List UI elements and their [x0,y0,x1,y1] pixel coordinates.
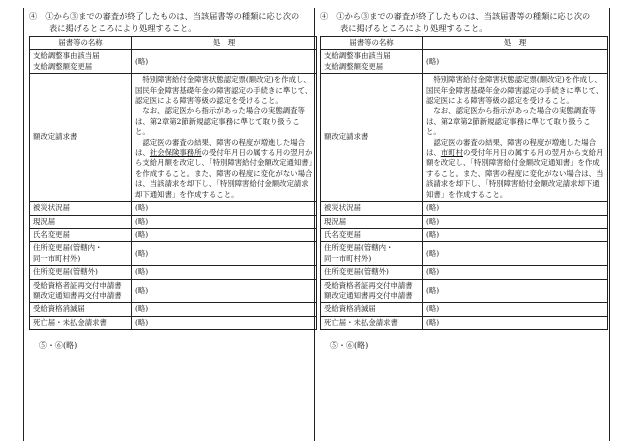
processing-cell [132,279,317,303]
table-row [321,74,608,202]
table-row [30,266,317,279]
document-name-cell [321,242,423,266]
processing-paragraph: (略) [426,285,440,295]
document-name-cell [30,202,132,215]
document-name-line: 住所変更届(管轄外) [324,267,389,277]
document-name-line: 額改定通知書再交付申請書 [324,290,413,300]
processing-paragraph: なお、認定医から指示があった場合の実態調査等は、第2章第2節新規認定事務に準じて取り扱うこと。 [426,106,596,137]
processing-paragraph: (略) [426,317,440,327]
processing-paragraph: (略) [426,56,440,66]
document-name-cell [321,279,423,303]
processing-cell [132,242,317,266]
intro-line: 表に掲げるところにより処理すること。 [49,23,197,33]
document-name-cell [321,303,423,316]
processing-cell [423,215,608,228]
processing-paragraph: 認定医の審査の結果、障害の程度が増進した場合は、社会保険事務所の受付年月日の属する月の翌月から支給月額を改定し、「特別障害給付金額改定通知書」を作成すること。また、障害の程度に変化がない場合は、当該請求を却下し、「特別障害給付金額改定請求却下通知書」を作成すること。 [135,137,313,199]
header-name-cell: 届書等の名称 [30,37,132,50]
document-name-cell [30,74,132,202]
document-name-cell [30,228,132,241]
table-row [321,50,608,74]
header-processing-cell: 処 理 [423,37,608,50]
processing-paragraph: (略) [426,216,440,226]
document-name-line: 同一市町村外) [324,253,372,263]
document-name-cell [30,279,132,303]
table-row [321,303,608,316]
table-row [321,242,608,266]
document-name-line: 受給資格消滅届 [324,304,376,314]
document-name-line: 額改定請求書 [324,132,369,142]
header-name-cell: 届書等の名称 [321,37,423,50]
table-row [30,74,317,202]
document-name-cell [321,316,423,329]
document-name-line: 被災状況届 [324,203,361,213]
processing-cell [423,50,608,74]
document-name-line: 支給調整額変更届 [33,61,93,71]
document-name-cell [30,50,132,74]
processing-paragraph: (略) [426,267,440,277]
document-name-line: 現況届 [324,216,347,226]
processing-cell [423,202,608,215]
document-name-line: 額改定通知書再交付申請書 [33,290,122,300]
intro-line: ④ ①から③までの審査が終了したものは、当該届書等の種類に応じ次の [320,11,591,21]
document-name-line: 額改定請求書 [33,132,78,142]
processing-paragraph: (略) [426,248,440,258]
table-row [321,266,608,279]
processing-cell [132,74,317,202]
processing-paragraph: (略) [135,267,149,277]
document-name-line: 住所変更届(管轄外) [33,267,98,277]
processing-paragraph: (略) [135,203,149,213]
document-name-cell [321,50,423,74]
document-name-cell [321,266,423,279]
processing-cell [132,50,317,74]
processing-paragraph: (略) [135,229,149,239]
table-row [321,316,608,329]
right-margin-line [609,8,610,441]
document-name-line: 氏名変更届 [324,229,361,239]
right-document-column [320,10,608,351]
document-name-line: 氏名変更届 [33,229,70,239]
document-name-cell [30,266,132,279]
processing-paragraph: (略) [426,304,440,314]
processing-paragraph: (略) [135,56,149,66]
processing-paragraph: (略) [135,216,149,226]
left-document-column [29,10,317,351]
document-name-line: 被災状況届 [33,203,70,213]
document-name-line: 受給資格者証再交付申請書 [324,280,413,290]
processing-paragraph: なお、認定医から指示があった場合の実態調査等は、第2章第2節新規認定事務に準じて取り扱うこと。 [135,106,305,137]
footer-note: ⑤・⑥(略) [330,341,369,351]
processing-paragraph: (略) [135,304,149,314]
document-name-cell [321,215,423,228]
table-row [30,215,317,228]
table-row [30,50,317,74]
processing-table [320,36,608,330]
table-row [30,202,317,215]
processing-paragraph: (略) [135,248,149,258]
document-name-line: 受給資格消滅届 [33,304,85,314]
processing-cell [423,242,608,266]
processing-cell [132,316,317,329]
document-name-line: 支給調整額変更届 [324,61,384,71]
processing-paragraph: 認定医の審査の結果、障害の程度が増進した場合は、市町村の受付年月日の属する月の翌月から支給月額を改定し、「特別障害給付金額改定通知書」を作成すること。また、障害の程度に変化がない場合は、当該請求を却下し、「特別障害給付金額改定請求却下通知書」を作成すること。 [426,137,604,199]
document-name-line: 受給資格者証再交付申請書 [33,280,122,290]
processing-cell [132,215,317,228]
document-name-line: 支給調整事由該当届 [324,51,391,61]
processing-cell [423,279,608,303]
table-row [321,228,608,241]
document-name-line: 死亡届・未払金請求書 [33,317,107,327]
document-name-line: 住所変更届(管轄内・ [324,243,394,253]
table-row [30,316,317,329]
document-name-line: 住所変更届(管轄内・ [33,243,103,253]
table-row [321,279,608,303]
processing-paragraph: 特別障害給付金障害状態認定票(額改定)を作成し、国民年金障害基礎年金の障害認定の手続きに準じて、認定医による障害等級の認定を受けること。 [135,75,313,106]
header-processing-cell: 処 理 [132,37,317,50]
document-name-cell [30,303,132,316]
document-name-cell [321,202,423,215]
processing-cell [423,228,608,241]
intro-line: ④ ①から③までの審査が終了したものは、当該届書等の種類に応じ次の [29,11,300,21]
document-name-cell [30,242,132,266]
processing-cell [423,266,608,279]
document-name-line: 現況届 [33,216,56,226]
processing-paragraph: (略) [135,317,149,327]
processing-paragraph: (略) [135,285,149,295]
table-header-row [321,37,608,50]
processing-cell [132,303,317,316]
document-name-line: 同一市町村外) [33,253,81,263]
table-row [321,202,608,215]
processing-cell [132,228,317,241]
table-header-row [30,37,317,50]
left-margin-line [23,8,24,441]
document-name-cell [30,215,132,228]
table-row [30,242,317,266]
table-row [321,215,608,228]
processing-cell [132,202,317,215]
processing-paragraph: 特別障害給付金障害状態認定票(額改定)を作成し、国民年金障害基礎年金の障害認定の手続きに準じて、認定医による障害等級の認定を受けること。 [426,75,604,106]
processing-cell [423,303,608,316]
intro-line: 表に掲げるところにより処理すること。 [340,23,488,33]
document-name-line: 死亡届・未払金請求書 [324,317,398,327]
underlined-text: 市町村 [440,148,463,158]
intro-paragraph [320,10,608,34]
underlined-text: 社会保険事務所 [149,148,202,158]
footer-note: ⑤・⑥(略) [39,341,78,351]
intro-paragraph [29,10,317,34]
table-row [30,228,317,241]
processing-cell [423,316,608,329]
document-name-cell [30,316,132,329]
document-name-cell [321,74,423,202]
document-name-line: 支給調整事由該当届 [33,51,100,61]
processing-paragraph: (略) [426,203,440,213]
document-name-cell [321,228,423,241]
processing-cell [423,74,608,202]
table-row [30,303,317,316]
table-row [30,279,317,303]
processing-table [29,36,317,330]
processing-paragraph: (略) [426,229,440,239]
processing-cell [132,266,317,279]
